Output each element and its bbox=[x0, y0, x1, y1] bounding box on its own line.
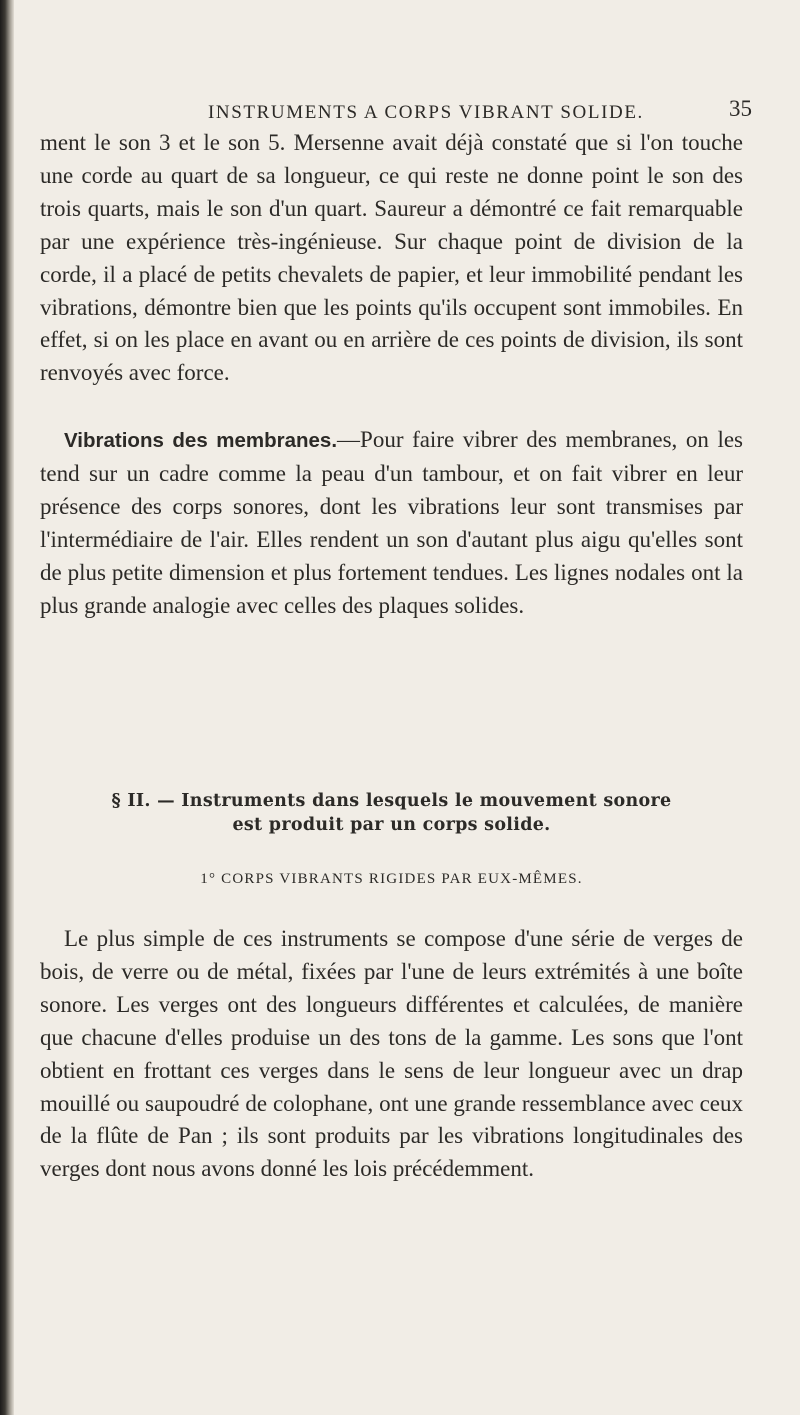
running-header bbox=[208, 96, 752, 125]
section-heading bbox=[40, 789, 743, 837]
page-number: 35 bbox=[729, 96, 752, 121]
paragraph-text: —Pour faire vibrer des membranes, on les tend sur un cadre comme la peau d'un tambour, et on fait vibrer en leur présence des corps sonores, dont les vibrations leur sont transmises par l'intermédiaire de l'air. Elles rendent un son d'autant plus aigu qu'elles sont de plus petite dimension et plus fortement tendues. Les lignes nodales ont la plus grande analogie avec celles des plaques solides. bbox=[40, 427, 743, 618]
paragraph-rigid-bodies bbox=[40, 923, 743, 1186]
paragraph-membranes bbox=[40, 424, 743, 622]
subsection-heading: 1° CORPS VIBRANTS RIGIDES PAR EUX-MÊMES. bbox=[200, 871, 583, 887]
paragraph-text: Le plus simple de ces instruments se compose d'une série de verges de bois, de verre ou de métal, fixées par l'une de leurs extrémités à une boîte sonore. Les verges ont des longueurs différentes et calculées, de manière que chacune d'elles produise un des tons de la gamme. Les sons que l'ont obtient en frottant ces verges dans le sens de leur longueur avec un drap mouillé ou saupoudré de colophane, ont une grande ressemblance avec ceux de la flûte de Pan ; ils sont produits par les vibrations longitudinales des verges dont nous avons donné les lois précédemment. bbox=[40, 926, 743, 1182]
paragraph-string-nodes bbox=[40, 127, 743, 390]
paragraph-title: Vibrations des membranes. bbox=[64, 429, 338, 452]
section-heading-line-2: est produit par un corps solide. bbox=[232, 815, 551, 835]
section-heading-line-1: § II. — Instruments dans lesquels le mouvement sonore bbox=[111, 791, 672, 811]
paragraph-text: ment le son 3 et le son 5. Mersenne avait déjà constaté que si l'on touche une corde au quart de sa longueur, ce qui reste ne donne point le son des trois quarts, mais le son d'un quart. Saureur a démontré ce fait remarquable par une expérience très-ingénieuse. Sur chaque point de division de la corde, il a placé de petits chevalets de papier, et leur immobilité pendant les vibrations, démontre bien que les points qu'ils occupent sont immobiles. En effet, si on les place en avant ou en arrière de ces points de division, ils sont renvoyés avec force. bbox=[40, 130, 743, 386]
running-title: INSTRUMENTS A CORPS VIBRANT SOLIDE. bbox=[208, 102, 644, 123]
